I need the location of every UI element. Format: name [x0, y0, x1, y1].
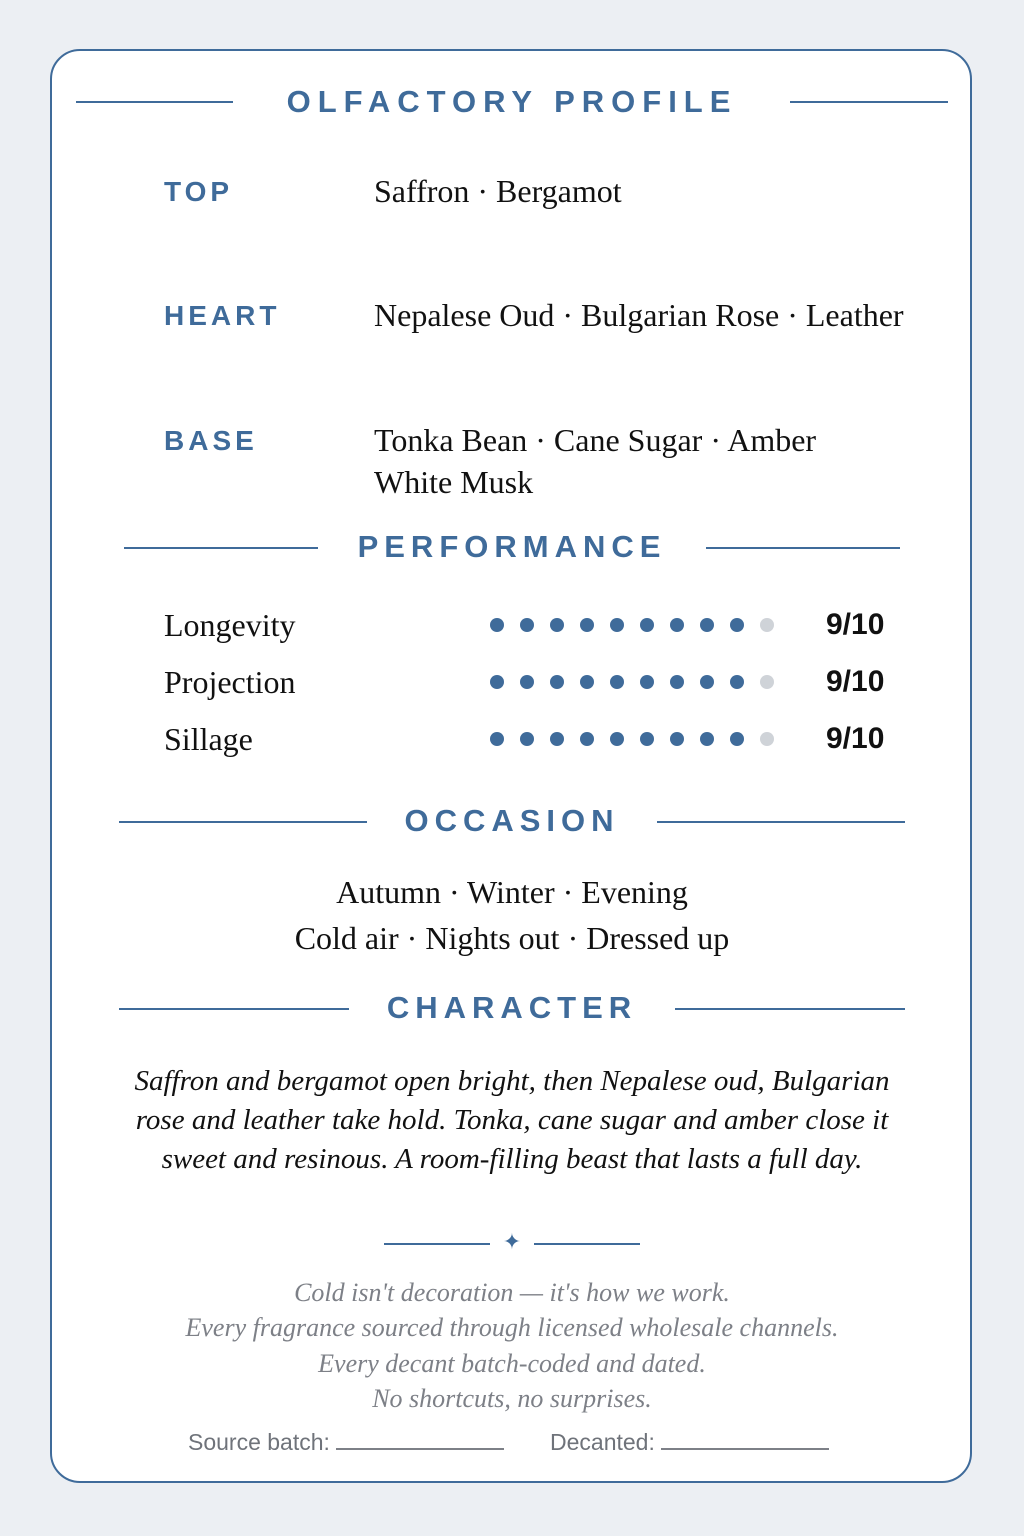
performance-heading: PERFORMANCE [357, 529, 667, 564]
rating-dot-filled [490, 732, 504, 746]
footer-line-1: Cold isn't decoration — it's how we work. [294, 1278, 730, 1307]
rating-dot-filled [670, 618, 684, 632]
rating-dot-filled [490, 675, 504, 689]
rating-dot-filled [700, 732, 714, 746]
occasion-line-2: Cold air · Nights out · Dressed up [294, 920, 730, 956]
ornament-rule-left [384, 1243, 490, 1245]
rating-dot-filled [640, 732, 654, 746]
rating-dot-filled [490, 618, 504, 632]
rating-dot-filled [610, 618, 624, 632]
footer-line-4: No shortcuts, no surprises. [372, 1384, 652, 1413]
base-note-label: BASE [164, 425, 258, 456]
projection-rating-dots [490, 675, 790, 691]
rating-dot-filled [550, 675, 564, 689]
rating-dot-empty [760, 732, 774, 746]
rating-dot-filled [580, 675, 594, 689]
decanted-blank [661, 1428, 829, 1450]
source-batch-blank [336, 1428, 504, 1450]
rating-dot-filled [580, 732, 594, 746]
rating-dot-filled [640, 618, 654, 632]
occasion-heading: OCCASION [404, 803, 620, 838]
olfactory-card [50, 49, 972, 1483]
character-line-1: Saffron and bergamot open bright, then Nepalese oud, Bulgarian [134, 1065, 890, 1097]
rating-dot-filled [610, 675, 624, 689]
projection-score: 9/10 [826, 665, 885, 698]
longevity-rating-dots [490, 618, 790, 634]
olfactory-profile-heading: OLFACTORY PROFILE [286, 84, 738, 119]
base-note-value-line2: White Musk [374, 464, 534, 500]
rating-dot-filled [580, 618, 594, 632]
rating-dot-filled [640, 675, 654, 689]
sparkle-icon: ✦ [502, 1230, 522, 1255]
longevity-label: Longevity [164, 607, 296, 643]
projection-label: Projection [164, 664, 296, 700]
decanted-label: Decanted: [550, 1429, 655, 1455]
rating-dot-filled [550, 732, 564, 746]
top-note-label: TOP [164, 176, 234, 207]
rating-dot-filled [520, 732, 534, 746]
source-batch-field [188, 1427, 504, 1457]
rating-dot-filled [550, 618, 564, 632]
rating-dot-filled [670, 732, 684, 746]
character-line-2: rose and leather take hold. Tonka, cane sugar and amber close it [135, 1104, 889, 1136]
footer-line-3: Every decant batch-coded and dated. [318, 1349, 706, 1378]
rating-dot-filled [730, 618, 744, 632]
rating-dot-filled [610, 732, 624, 746]
footer-line-2: Every fragrance sourced through licensed wholesale channels. [185, 1313, 839, 1342]
rating-dot-filled [730, 675, 744, 689]
heart-note-value: Nepalese Oud · Bulgarian Rose · Leather [374, 297, 904, 333]
rating-dot-filled [670, 675, 684, 689]
ornament-rule-right [534, 1243, 640, 1245]
base-note-value-line1: Tonka Bean · Cane Sugar · Amber [374, 422, 817, 458]
rating-dot-filled [520, 618, 534, 632]
sillage-rating-dots [490, 732, 790, 748]
rating-dot-filled [730, 732, 744, 746]
occasion-line-1: Autumn · Winter · Evening [336, 874, 688, 910]
heart-note-label: HEART [164, 300, 281, 331]
decanted-field [550, 1427, 829, 1457]
rating-dot-filled [700, 675, 714, 689]
sillage-score: 9/10 [826, 722, 885, 755]
rating-dot-empty [760, 675, 774, 689]
sillage-label: Sillage [164, 721, 253, 757]
rating-dot-empty [760, 618, 774, 632]
character-line-3: sweet and resinous. A room-filling beast that lasts a full day. [161, 1143, 863, 1175]
character-heading: CHARACTER [386, 990, 638, 1025]
top-note-value: Saffron · Bergamot [374, 173, 622, 209]
rating-dot-filled [700, 618, 714, 632]
longevity-score: 9/10 [826, 608, 885, 641]
rating-dot-filled [520, 675, 534, 689]
source-batch-label: Source batch: [188, 1429, 330, 1455]
